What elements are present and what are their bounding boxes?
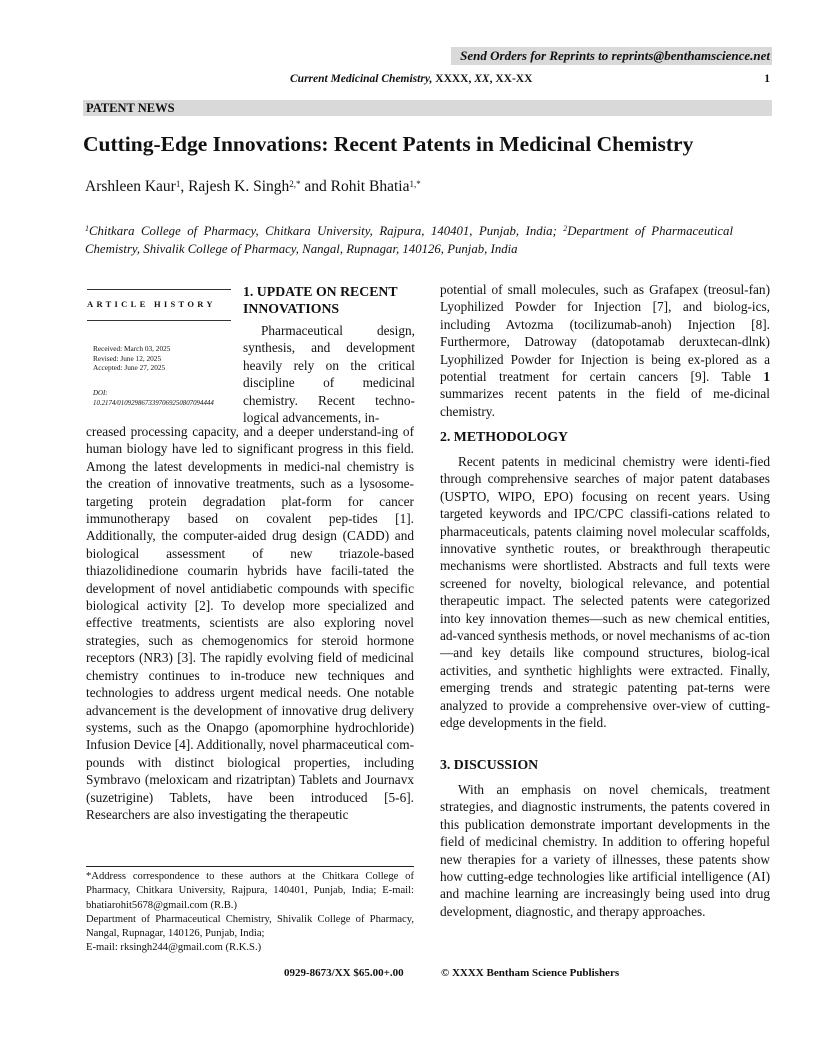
affiliation-mark: 1 (85, 224, 89, 233)
section-label-bar: PATENT NEWS (83, 100, 772, 116)
doi-link[interactable]: 10.2174/0109298673397069250807094444 (93, 400, 214, 407)
affiliation-1: Chitkara College of Pharmacy, Chitkara University, Rajpura, 140401, Punjab, India; (89, 224, 564, 238)
section-1-continued (440, 281, 770, 420)
section-1-heading-line1: 1. UPDATE ON RECENT (243, 284, 398, 299)
footnote-rule (86, 866, 414, 867)
affiliation-2: Department of Pharmaceutical Chemistry, Shivalik College of Pharmacy, Nangal, Rupnagar, 140126, Punjab, India (85, 224, 734, 256)
author-affiliation-mark: 1,* (409, 179, 421, 189)
doi-label: DOI: (93, 390, 108, 397)
journal-name: Current Medicinal Chemistry, (290, 73, 433, 85)
table-reference[interactable]: 1 (763, 369, 770, 385)
author-list (85, 177, 421, 197)
issn-price: 0929-8673/XX $65.00+.00 (284, 967, 404, 979)
section-1-intro-text: Pharmaceutical design, synthesis, and development heavily rely on the critical discipline of medicinal chemistry. Recent techno-logical advancements, in- (243, 323, 415, 426)
revised-date: Revised: June 12, 2025 (93, 353, 162, 363)
author-affiliation-mark: 2,* (289, 179, 301, 189)
section-2-body (440, 453, 770, 732)
author-affiliation-mark: 1 (175, 179, 181, 189)
correspondence-author-1: *Address correspondence to these authors at the Chitkara College of Pharmacy, Chitkara University, Rajpura, 140401, Punjab, India; E-mail: bhatiarohit5678@gmail.com (R.B.) (86, 871, 414, 911)
page-number: 1 (764, 73, 770, 85)
section-2-heading: 2. METHODOLOGY (440, 429, 569, 444)
history-dates (93, 344, 170, 373)
author-name[interactable]: Rajesh K. Singh (188, 178, 290, 195)
section-1-heading (243, 283, 415, 317)
section-3-heading: 3. DISCUSSION (440, 757, 539, 772)
author-separator: , (180, 178, 189, 195)
journal-volume: XX (474, 73, 490, 85)
author-name[interactable]: Arshleen Kaur (85, 178, 176, 195)
affiliation-mark: 2 (563, 224, 568, 233)
doi-block (93, 389, 214, 409)
journal-year: XXXX, (432, 73, 475, 85)
article-title: Cutting-Edge Innovations: Recent Patents in Medicinal Chemistry (83, 132, 694, 156)
section-1-body-text: creased processing capacity, and a deeper understand-ing of human biology have led to significant progress in this field. Among the latest developments in medici-nal chemistry is the creation of innovative treatments, such as a lysosome-targeting protein degradation plat-form for cancer immunotherapy based on covalent pep-tides [1]. Additionally, the computer-aided drug design (CADD) and biological assessment of new triazole-based thiazolidinedione coumarin hybrids have facili-tated the development of novel antidiabetic compounds with specific biological activity [2]. To develop more specialized and effective treatments, scientists are also exploring novel strategies, such as chemogenomics for steroid hormone receptors (NR3) [3]. The rapidly evolving field of medicinal chemistry continues to in-troduce new techniques and technologies to address urgent medical needs. One notable advancement is the development of innovative drug delivery systems, such as the Onapgo (apomorphine hydrochloride) Infusion Device [4]. Additionally, novel pharmaceutical com-pounds with distinct biological properties, including Symbravo (meloxicam and rizatriptan) Tablets and Journavx (suzetrigine) Tablets, have been introduced [5-6]. Researchers are also investigating the therapeutic (86, 424, 414, 822)
section-3-body (440, 781, 770, 920)
history-top-rule (87, 289, 231, 290)
history-bottom-rule (87, 320, 231, 321)
section-3-text: With an emphasis on novel chemicals, treatment strategies, and diagnostic instruments, the patents covered in this publication demonstrate important developments in the field of medicinal chemistry. In addition to offering hopeful new therapies for a variety of illnesses, these patents show how cutting-edge technologies like artificial intelligence (AI) and machine learning are increasingly being used into drug development, diagnostic, and therapy approaches. (440, 782, 770, 919)
journal-pages: , XX-XX (489, 73, 533, 85)
section-1-intro-paragraph (243, 322, 415, 426)
journal-citation-line (290, 71, 772, 87)
affiliations (85, 222, 733, 258)
correspondence-footnote (86, 870, 414, 956)
section-1-continued-text-end: summarizes recent patents in the field of me-dicinal chemistry. (440, 386, 770, 419)
copyright-notice: © XXXX Bentham Science Publishers (441, 967, 620, 979)
correspondence-author-2: Department of Pharmaceutical Chemistry, Shivalik College of Pharmacy, Nangal, Rupnagar, 140126, Punjab, India; (86, 913, 414, 940)
author-name[interactable]: Rohit Bhatia (330, 178, 410, 195)
correspondence-email-2: E-mail: rksingh244@gmail.com (R.K.S.) (86, 942, 262, 954)
section-1-continued-text: potential of small molecules, such as Grafapex (treosul-fan) Lyophilized Powder for Injection [7], and biolog-ics, including Avtozma (tocilizumab-anoh) Injection [8]. Furthermore, Datroway (datopotamab deruxtecan-dlnk) Lyophilized Powder for Injection is being ex-plored as a potential treatment for certain cancers [9]. Table (440, 282, 770, 385)
accepted-date: Accepted: June 27, 2025 (93, 363, 166, 372)
article-history-heading: ARTICLE HISTORY (87, 299, 216, 309)
received-date: Received: March 03, 2025 (93, 344, 171, 353)
reprints-notice: Send Orders for Reprints to reprints@benthamscience.net (451, 47, 772, 65)
author-separator: and (300, 178, 331, 195)
section-1-body (86, 423, 414, 823)
section-1-heading-line2: INNOVATIONS (243, 301, 340, 316)
section-2-text: Recent patents in medicinal chemistry were identi-fied through comprehensive searches of major patent databases (USPTO, WIPO, EPO) focusing on recent years. Using targeted keywords and IPC/CPC classifi-cations related to pharmaceuticals, patents claiming novel molecular scaffolds, innovative synthetic routes, or breakthrough therapeutic mechanisms were shortlisted. Abstracts and full texts were screened for novelty, biological relevance, and potential therapeutic impact. The selected patents were categorized into key innovation themes—such as new chemical entities, ad-vanced synthesis methods, or novel mechanisms of ac-tion—and key details like compound structures, biolog-ical activities, and synthetic highlights were extracted. Finally, emerging trends and strategic patenting pat-terns were analyzed to provide a comprehensive over-view of cutting-edge developments in the field. (440, 454, 770, 731)
